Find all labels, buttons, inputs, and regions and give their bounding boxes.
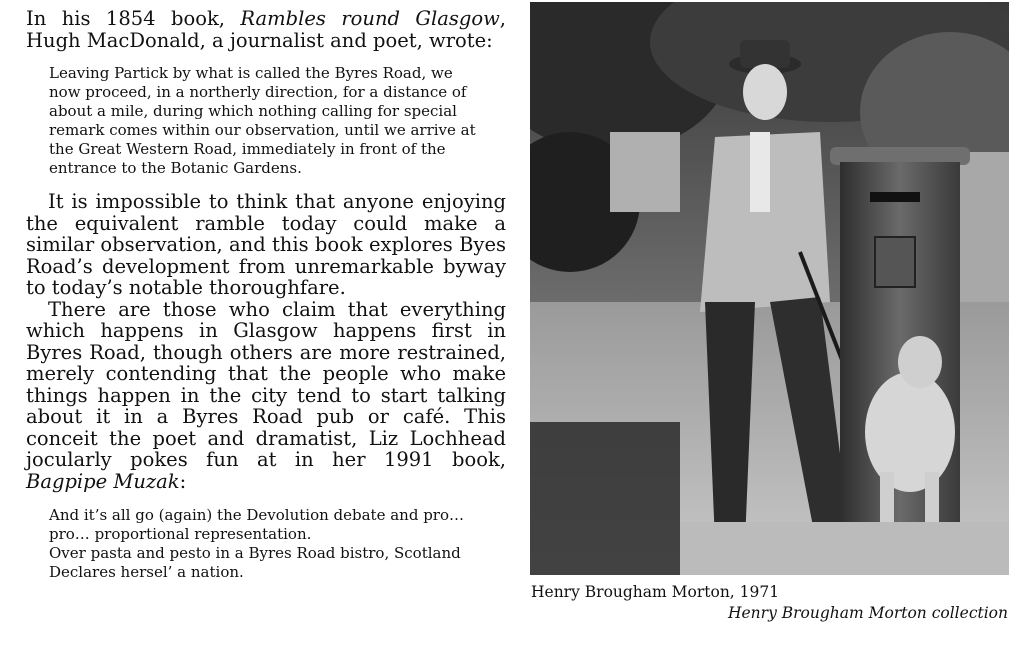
article-text [26,8,506,582]
photo [530,2,1009,575]
quote-line-1: And it’s all go (again) the Devolution debate and pro… pro… proportional representation. [49,506,465,543]
intro-text: In his 1854 book, [26,7,241,30]
intro-text-suffix: , Hugh MacDonald, a journalist and poet, wrote: [26,7,506,52]
book-title-rambles: Rambles round Glasgow [240,7,500,30]
quote-line-2: Over pasta and pesto in a Byres Road bistro, Scotland Declares hersel’ a nation. [49,544,461,581]
macdonald-quote: Leaving Partick by what is called the Byres Road, we now proceed, in a northerly direction, for a distance of about a mile, during which nothing calling for special remark comes within our observation, until we arrive at the Great Western Road, immediately in front of the entrance to the Botanic Gardens. [49,64,476,177]
intro-paragraph [26,8,506,51]
observation-paragraph [26,191,506,299]
lochhead-quote [26,506,506,582]
photo-credit: Henry Brougham Morton collection [727,604,1008,622]
photo-man-with-dog-and-postbox [530,2,1009,575]
claims-text: There are those who claim that everything which happens in Glasgow happens first in Byres Road, though others are more restrained, merely contending that the people who make things happen in the city tend to start talking about it in a Byres Road pub or café. This conceit the poet and dramatist, Liz Lochhead jocularly pokes fun at in her 1991 book, [26,297,506,471]
photo-caption: Henry Brougham Morton, 1971 [531,583,780,601]
claims-paragraph [26,299,506,493]
book-title-bagpipe: Bagpipe Muzak [26,469,180,493]
claims-text-suffix: : [179,469,187,493]
observation-text: It is impossible to think that anyone enjoying the equivalent ramble today could make a similar observation, and this book explores Byes Road’s development from unremarkable byway to today’s notable thoroughfare. [26,190,506,299]
